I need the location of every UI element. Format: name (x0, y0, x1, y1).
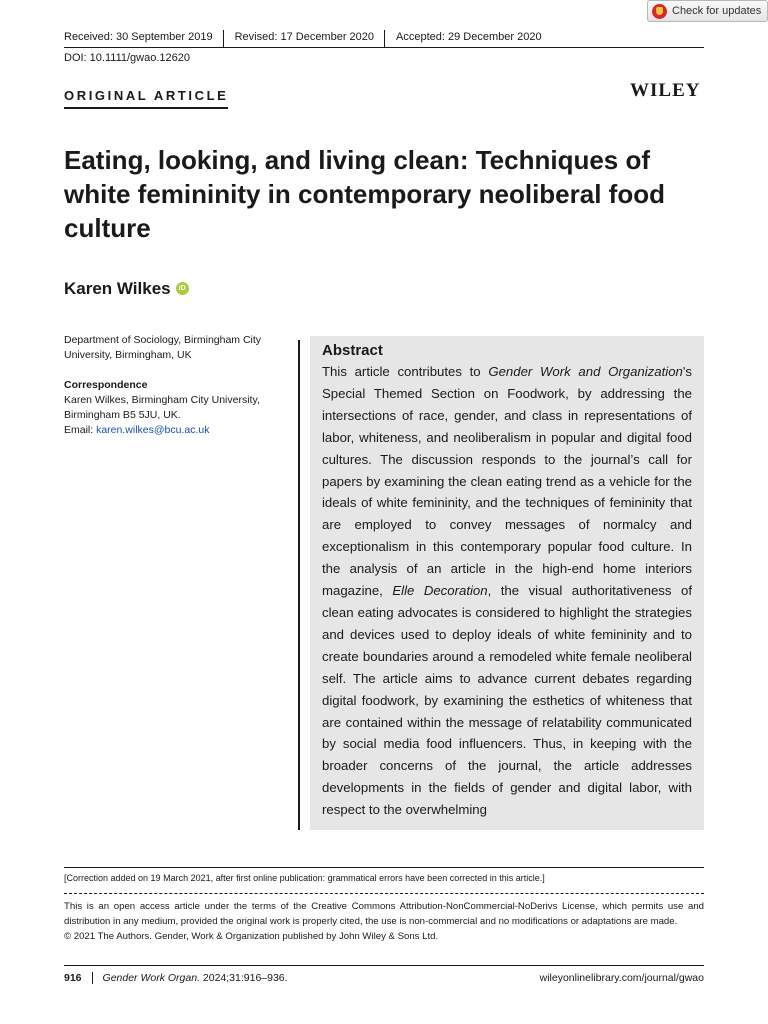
email-link[interactable]: karen.wilkes@bcu.ac.uk (96, 424, 210, 436)
citation (103, 972, 288, 984)
citation-volume: 2024;31:916–936. (199, 972, 288, 984)
check-for-updates-label: Check for updates (672, 5, 762, 17)
received-date: Received: 30 September 2019 (64, 30, 224, 47)
email-line (64, 423, 284, 438)
license-text: This is an open access article under the terms of the Creative Commons Attribution-NonCommercial-NoDerivs License, which permits use and distribution in any medium, provided the original work is properly cited, the use is non-commercial and no modifications or adaptations are made. (64, 901, 704, 927)
affiliation-column (64, 333, 284, 438)
license-block (64, 893, 704, 944)
author (64, 279, 189, 299)
column-divider (298, 340, 300, 830)
abstract-heading: Abstract (322, 342, 383, 359)
doi: DOI: 10.1111/gwao.12620 (64, 52, 190, 64)
abstract-text (322, 361, 692, 827)
correspondence-heading: Correspondence (64, 379, 148, 391)
page-number: 916 (64, 972, 93, 984)
publisher-logo: WILEY (630, 80, 701, 101)
check-for-updates-button[interactable] (647, 0, 768, 22)
article-dates (64, 30, 704, 48)
journal-url[interactable]: wileyonlinelibrary.com/journal/gwao (539, 972, 704, 984)
orcid-icon[interactable]: iD (176, 282, 189, 295)
correspondence-line-2: Birmingham B5 5JU, UK. (64, 409, 181, 421)
journal-name: Gender Work and Organization (488, 364, 683, 379)
crossmark-icon (652, 4, 667, 19)
accepted-date: Accepted: 29 December 2020 (396, 31, 542, 43)
section-label: ORIGINAL ARTICLE (64, 88, 228, 109)
abstract-part-1: This article contributes to (322, 364, 489, 379)
department: Department of Sociology, Birmingham City University, Birmingham, UK (64, 334, 262, 361)
abstract-part-2: 's Special Themed Section on Foodwork, by addressing the intersections of race, gender, and class in representations of labor, whiteness, and neoliberalism in popular and digital food cultures. The discussion responds to the journal’s call for papers by examining the clean eating trend as a vehicle for the ideals of white femininity, and the techniques of femininity that are employed to convey messages of normalcy and exceptionalism in this contemporary popular food culture. In the analysis of an article in the high-end home interiors magazine, (322, 364, 692, 599)
page-footer (64, 965, 704, 984)
article-title: Eating, looking, and living clean: Techniques of white femininity in contemporary neoliberal food culture (64, 145, 665, 243)
revised-date: Revised: 17 December 2020 (235, 30, 385, 47)
journal-abbrev: Gender Work Organ. (102, 972, 200, 984)
correspondence-line-1: Karen Wilkes, Birmingham City University, (64, 394, 260, 406)
abstract-part-3: , the visual authoritativeness of clean eating advocates is considered to highlight the strategies and devices used to deploy ideals of white femininity and to create boundaries around a remodeled white female neoliberal self. The article aims to advance current debates regarding digital foodwork, by examining the esthetics of whiteness that are contained within the message of relatability communicated by social media food influencers. Thus, in keeping with the broader concerns of the journal, the article addresses developments in the fields of gender and digital labor, with respect to the overwhelming (322, 583, 692, 818)
copyright-text: © 2021 The Authors. Gender, Work & Organization published by John Wiley & Sons Ltd. (64, 931, 439, 942)
correction-note: [Correction added on 19 March 2021, after first online publication: grammatical errors have been corrected in this article.] (64, 867, 704, 891)
abstract-box (310, 336, 704, 830)
magazine-name: Elle Decoration (392, 583, 488, 599)
email-label: Email: (64, 424, 97, 436)
author-name: Karen Wilkes (64, 279, 171, 298)
